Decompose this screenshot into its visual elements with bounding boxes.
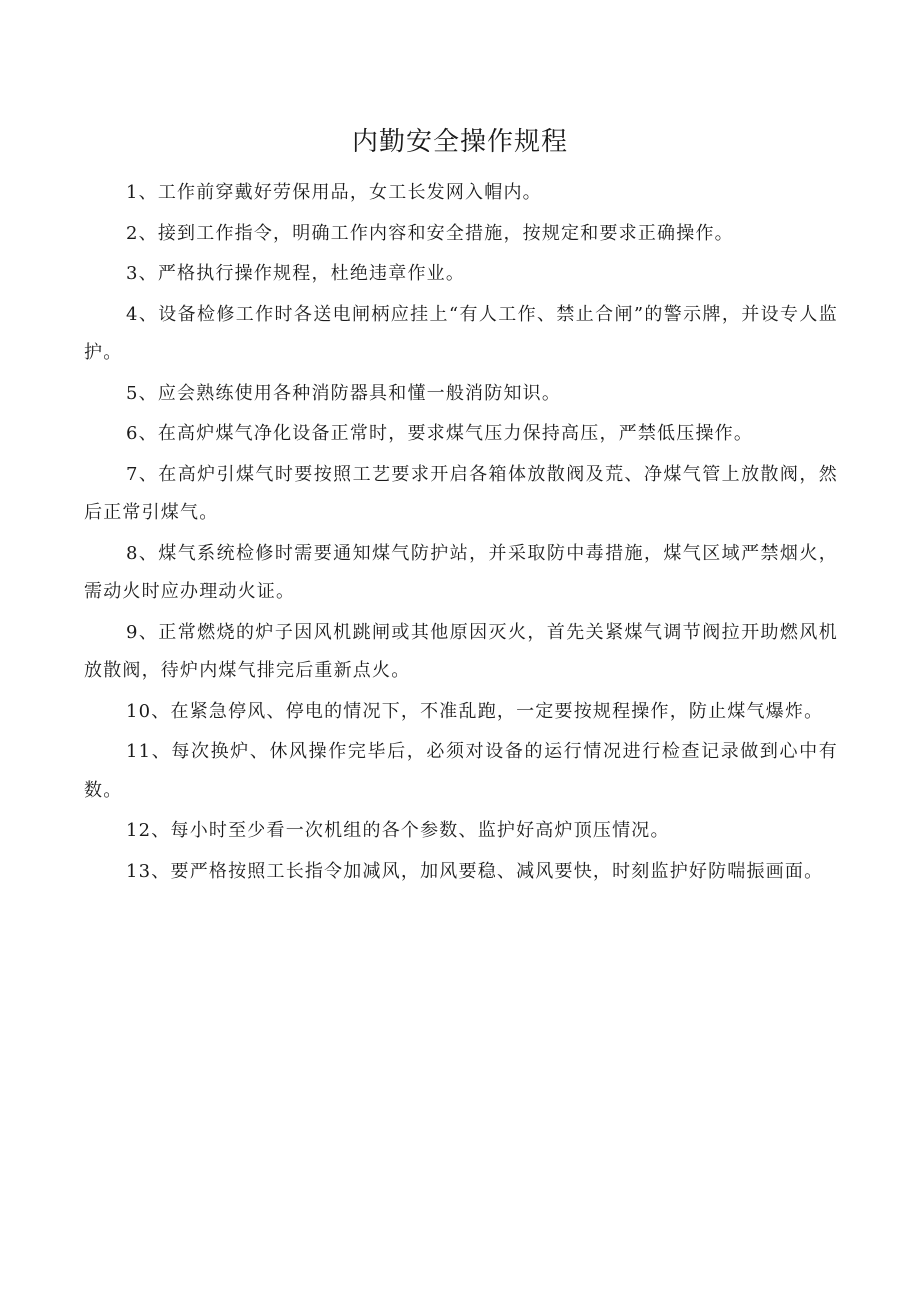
paragraph-4: 4、设备检修工作时各送电闸柄应挂上“有人工作、禁止合闸”的警示牌，并设专人监护。 <box>84 303 838 363</box>
paragraph-3: 3、严格执行操作规程，杜绝违章作业。 <box>126 263 466 284</box>
paragraph-9: 9、正常燃烧的炉子因风机跳闸或其他原因灭火，首先关紧煤气调节阀拉开助燃风机放散阀，待炉内煤气排完后重新点火。 <box>84 621 838 681</box>
paragraph-12: 12、每小时至少看一次机组的各个参数、监护好高炉顶压情况。 <box>126 820 670 841</box>
paragraph-6: 6、在高炉煤气净化设备正常时，要求煤气压力保持高压，严禁低压操作。 <box>126 423 754 444</box>
paragraph-10: 10、在紧急停风、停电的情况下，不准乱跑，一定要按规程操作，防止煤气爆炸。 <box>126 700 824 722</box>
paragraph-1: 1、工作前穿戴好劳保用品，女工长发网入帽内。 <box>126 182 542 203</box>
paragraph-5: 5、应会熟练使用各种消防器具和懂一般消防知识。 <box>126 382 562 404</box>
document-title: 内勤安全操作规程 <box>351 127 568 157</box>
paragraph-7: 7、在高炉引煤气时要按照工艺要求开启各箱体放散阀及荒、净煤气管上放散阀，然后正常引煤气。 <box>84 463 838 523</box>
paragraph-2: 2、接到工作指令，明确工作内容和安全措施，按规定和要求正确操作。 <box>126 222 734 244</box>
paragraph-13: 13、要严格按照工长指令加减风，加风要稳、减风要快，时刻监护好防喘振画面。 <box>126 860 824 882</box>
document-body <box>84 174 838 893</box>
paragraph-8: 8、煤气系统检修时需要通知煤气防护站，并采取防中毒措施，煤气区域严禁烟火，需动火时应办理动火证。 <box>84 542 838 602</box>
paragraph-11: 11、每次换炉、休风操作完毕后，必须对设备的运行情况进行检查记录做到心中有数。 <box>84 741 838 801</box>
